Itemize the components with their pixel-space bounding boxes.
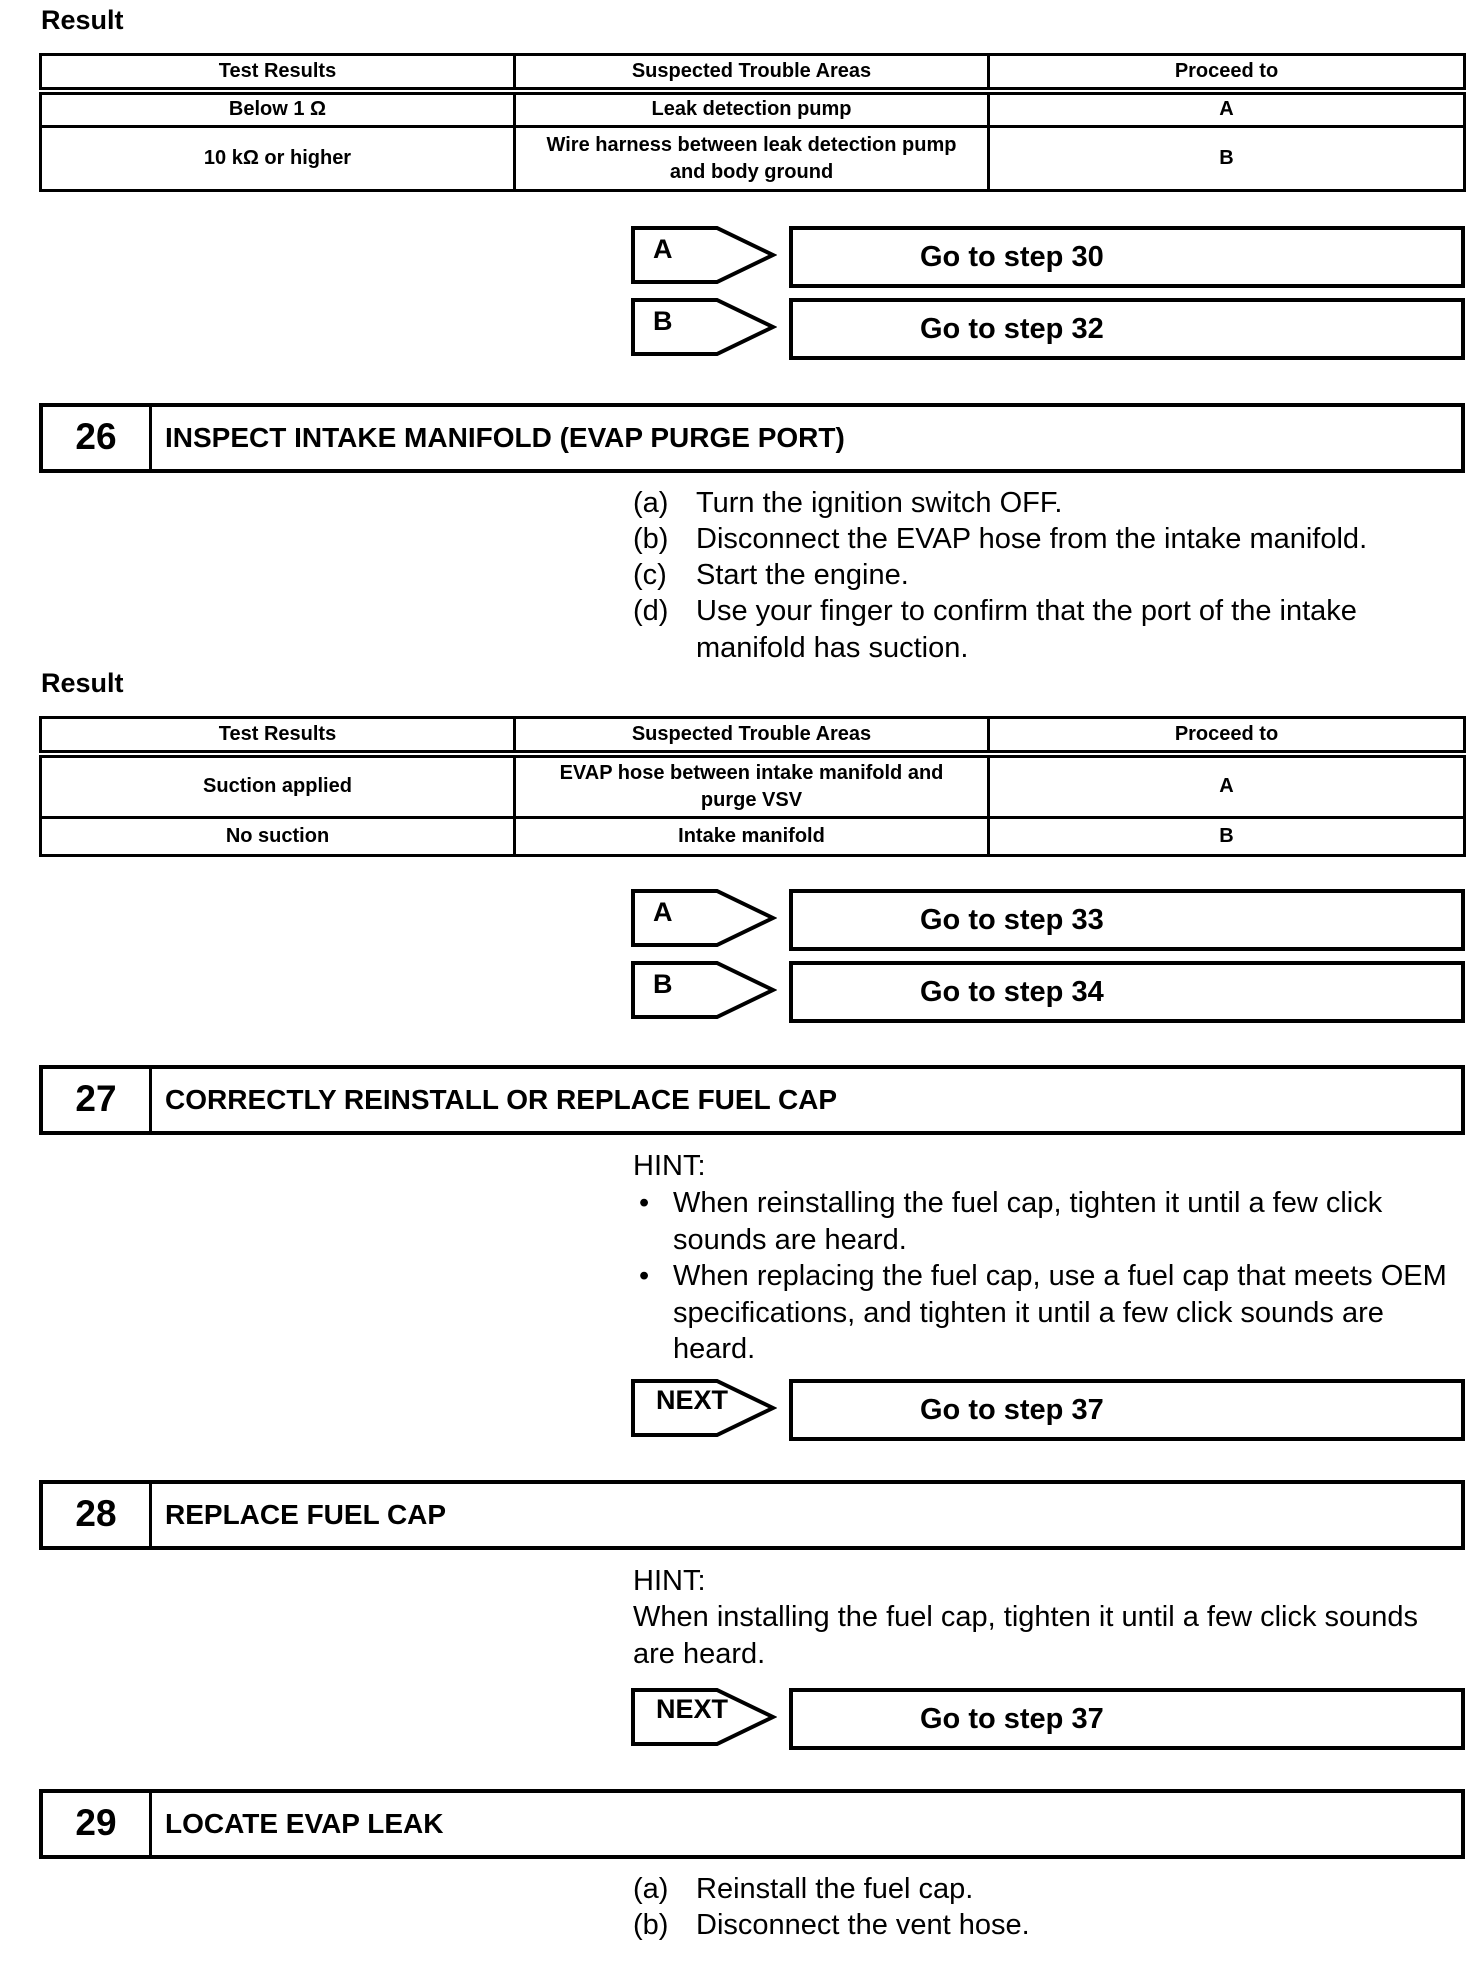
step-title: REPLACE FUEL CAP bbox=[165, 1499, 447, 1530]
step-number: 28 bbox=[43, 1484, 152, 1546]
result-table-1 bbox=[39, 53, 1466, 192]
next-tag[interactable] bbox=[631, 1379, 777, 1437]
branch-tag-b[interactable] bbox=[631, 298, 777, 356]
trouble-area-cell: Leak detection pump bbox=[515, 91, 989, 127]
table-row bbox=[41, 818, 1465, 856]
instruction-text: Reinstall the fuel cap. bbox=[696, 1873, 974, 1905]
hint-label: HINT: bbox=[633, 1150, 706, 1182]
instruction-marker: (d) bbox=[633, 595, 669, 627]
step-28-header bbox=[39, 1480, 1465, 1550]
column-header-test-results: Test Results bbox=[41, 718, 515, 754]
trouble-area-cell: Wire harness between leak detection pump and body ground bbox=[515, 127, 989, 191]
goto-step-label: Go to step 37 bbox=[920, 1703, 1104, 1735]
goto-step-30-box[interactable] bbox=[789, 226, 1465, 288]
goto-step-label: Go to step 37 bbox=[920, 1394, 1104, 1426]
trouble-area-cell: EVAP hose between intake manifold and purge VSV bbox=[515, 754, 989, 818]
branch-tag-b[interactable] bbox=[631, 961, 777, 1019]
step-title: INSPECT INTAKE MANIFOLD (EVAP PURGE PORT) bbox=[165, 422, 845, 453]
table-row bbox=[41, 127, 1465, 191]
result-table-2 bbox=[39, 716, 1466, 857]
instruction-text: Start the engine. bbox=[696, 559, 909, 591]
instruction-text: Disconnect the vent hose. bbox=[696, 1909, 1030, 1941]
proceed-to-cell: A bbox=[989, 754, 1465, 818]
test-result-cell: No suction bbox=[41, 818, 515, 856]
branch-tag-label: A bbox=[653, 897, 673, 927]
instruction-marker: (a) bbox=[633, 487, 669, 519]
result-heading: Result bbox=[41, 668, 124, 698]
hint-label: HINT: bbox=[633, 1565, 706, 1597]
proceed-to-cell: B bbox=[989, 127, 1465, 191]
column-header-proceed-to: Proceed to bbox=[989, 718, 1465, 754]
branch-tag-a[interactable] bbox=[631, 226, 777, 284]
column-header-proceed-to: Proceed to bbox=[989, 55, 1465, 91]
goto-step-37-box[interactable] bbox=[789, 1688, 1465, 1750]
test-result-cell: 10 kΩ or higher bbox=[41, 127, 515, 191]
goto-step-label: Go to step 33 bbox=[920, 904, 1104, 936]
table-row bbox=[41, 754, 1465, 818]
next-tag-label: NEXT bbox=[656, 1385, 729, 1415]
trouble-area-cell: Intake manifold bbox=[515, 818, 989, 856]
instruction-marker: (b) bbox=[633, 523, 669, 555]
step-title: LOCATE EVAP LEAK bbox=[165, 1808, 444, 1839]
branch-tag-a[interactable] bbox=[631, 889, 777, 947]
step-number: 27 bbox=[43, 1069, 152, 1131]
test-result-cell: Below 1 Ω bbox=[41, 91, 515, 127]
hint-bullet-text: When replacing the fuel cap, use a fuel cap that meets OEM specifications, and tighten it until a few click sounds are heard. bbox=[673, 1260, 1447, 1365]
column-header-test-results: Test Results bbox=[41, 55, 515, 91]
instruction-marker: (b) bbox=[633, 1909, 669, 1941]
hint-bullet-text: When reinstalling the fuel cap, tighten it until a few click sounds are heard. bbox=[673, 1187, 1383, 1256]
goto-step-33-box[interactable] bbox=[789, 889, 1465, 951]
branch-tag-label: B bbox=[653, 969, 673, 999]
column-header-suspected-trouble-areas: Suspected Trouble Areas bbox=[515, 718, 989, 754]
hint-text: When installing the fuel cap, tighten it until a few click sounds are heard. bbox=[633, 1601, 1419, 1670]
result-heading: Result bbox=[41, 5, 124, 35]
instruction-text: Use your finger to confirm that the port of the intake manifold has suction. bbox=[696, 595, 1357, 664]
proceed-to-cell: A bbox=[989, 91, 1465, 127]
branch-tag-label: B bbox=[653, 306, 673, 336]
step-number: 29 bbox=[43, 1793, 152, 1855]
column-header-suspected-trouble-areas: Suspected Trouble Areas bbox=[515, 55, 989, 91]
step-title: CORRECTLY REINSTALL OR REPLACE FUEL CAP bbox=[165, 1084, 838, 1115]
step-number: 26 bbox=[43, 407, 152, 469]
test-result-cell: Suction applied bbox=[41, 754, 515, 818]
goto-step-37-box[interactable] bbox=[789, 1379, 1465, 1441]
next-tag[interactable] bbox=[631, 1688, 777, 1746]
step-29-header bbox=[39, 1789, 1465, 1859]
instruction-marker: (a) bbox=[633, 1873, 669, 1905]
goto-step-label: Go to step 32 bbox=[920, 313, 1104, 345]
bullet-icon: • bbox=[639, 1260, 650, 1292]
instruction-marker: (c) bbox=[633, 559, 667, 591]
next-tag-label: NEXT bbox=[656, 1694, 729, 1724]
bullet-icon: • bbox=[639, 1187, 650, 1219]
goto-step-34-box[interactable] bbox=[789, 961, 1465, 1023]
branch-tag-label: A bbox=[653, 234, 673, 264]
goto-step-32-box[interactable] bbox=[789, 298, 1465, 360]
goto-step-label: Go to step 30 bbox=[920, 241, 1104, 273]
step-26-header bbox=[39, 403, 1465, 473]
step-27-header bbox=[39, 1065, 1465, 1135]
instruction-text: Turn the ignition switch OFF. bbox=[696, 487, 1063, 519]
table-row bbox=[41, 91, 1465, 127]
proceed-to-cell: B bbox=[989, 818, 1465, 856]
instruction-text: Disconnect the EVAP hose from the intake manifold. bbox=[696, 523, 1368, 555]
goto-step-label: Go to step 34 bbox=[920, 976, 1104, 1008]
